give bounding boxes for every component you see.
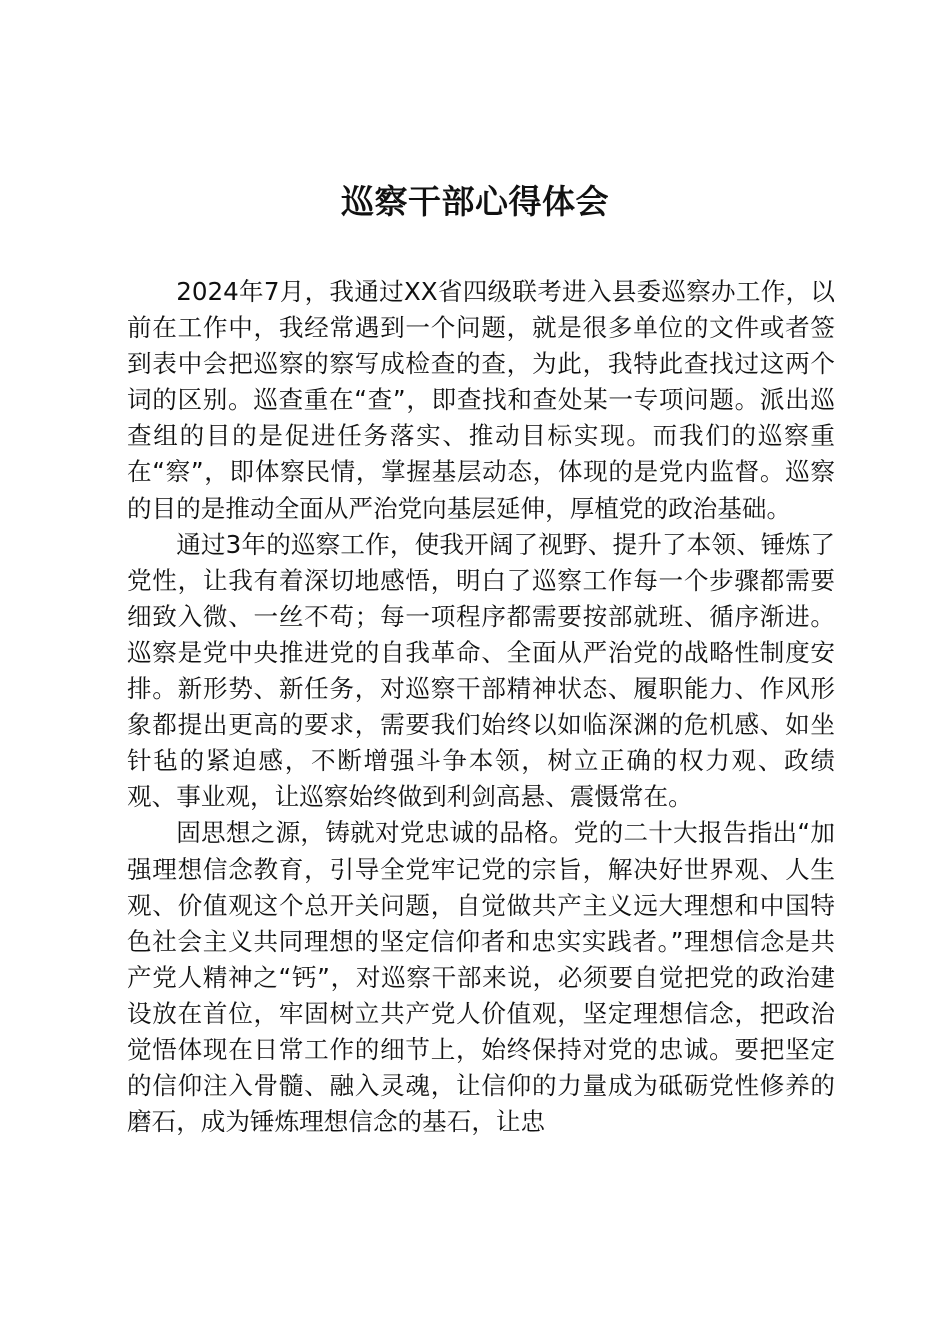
document-title: 巡察干部心得体会 [341,182,609,221]
paragraph-1: 2024年7月，我通过XX省四级联考进入县委巡察办工作，以前在工作中，我经常遇到一个问题，就是很多单位的文件或者签到表中会把巡察的察写成检查的查，为此，我特此查找过这两个词的区别。巡查重在“查”，即查找和查处某一专项问题。派出巡查组的目的是促进任务落实、推动目标实现。而我们的巡察重在“察”，即体察民情，掌握基层动态，体现的是党内监督。巡察的目的是推动全面从严治党向基层延伸，厚植党的政治基础。 [127,277,835,523]
document-body [127,274,835,1140]
paragraph-2: 通过3年的巡察工作，使我开阔了视野、提升了本领、锤炼了党性，让我有着深切地感悟，明白了巡察工作每一个步骤都需要细致入微、一丝不苟；每一项程序都需要按部就班、循序渐进。巡察是党中央推进党的自我革命、全面从严治党的战略性制度安排。新形势、新任务，对巡察干部精神状态、履职能力、作风形象都提出更高的要求，需要我们始终以如临深渊的危机感、如坐针毡的紧迫感，不断增强斗争本领，树立正确的权力观、政绩观、事业观，让巡察始终做到利剑高悬、震慑常在。 [127,529,835,812]
paragraph-3: 固思想之源，铸就对党忠诚的品格。党的二十大报告指出“加强理想信念教育，引导全党牢记党的宗旨，解决好世界观、人生观、价值观这个总开关问题，自觉做共产主义远大理想和中国特色社会主义共同理想的坚定信仰者和忠实实践者。”理想信念是共产党人精神之“钙”，对巡察干部来说，必须要自觉把党的政治建设放在首位，牢固树立共产党人价值观，坚定理想信念，把政治觉悟体现在日常工作的细节上，始终保持对党的忠诚。要把坚定的信仰注入骨髓、融入灵魂，让信仰的力量成为砥砺党性修养的磨石，成为锤炼理想信念的基石，让忠 [127,818,835,1137]
